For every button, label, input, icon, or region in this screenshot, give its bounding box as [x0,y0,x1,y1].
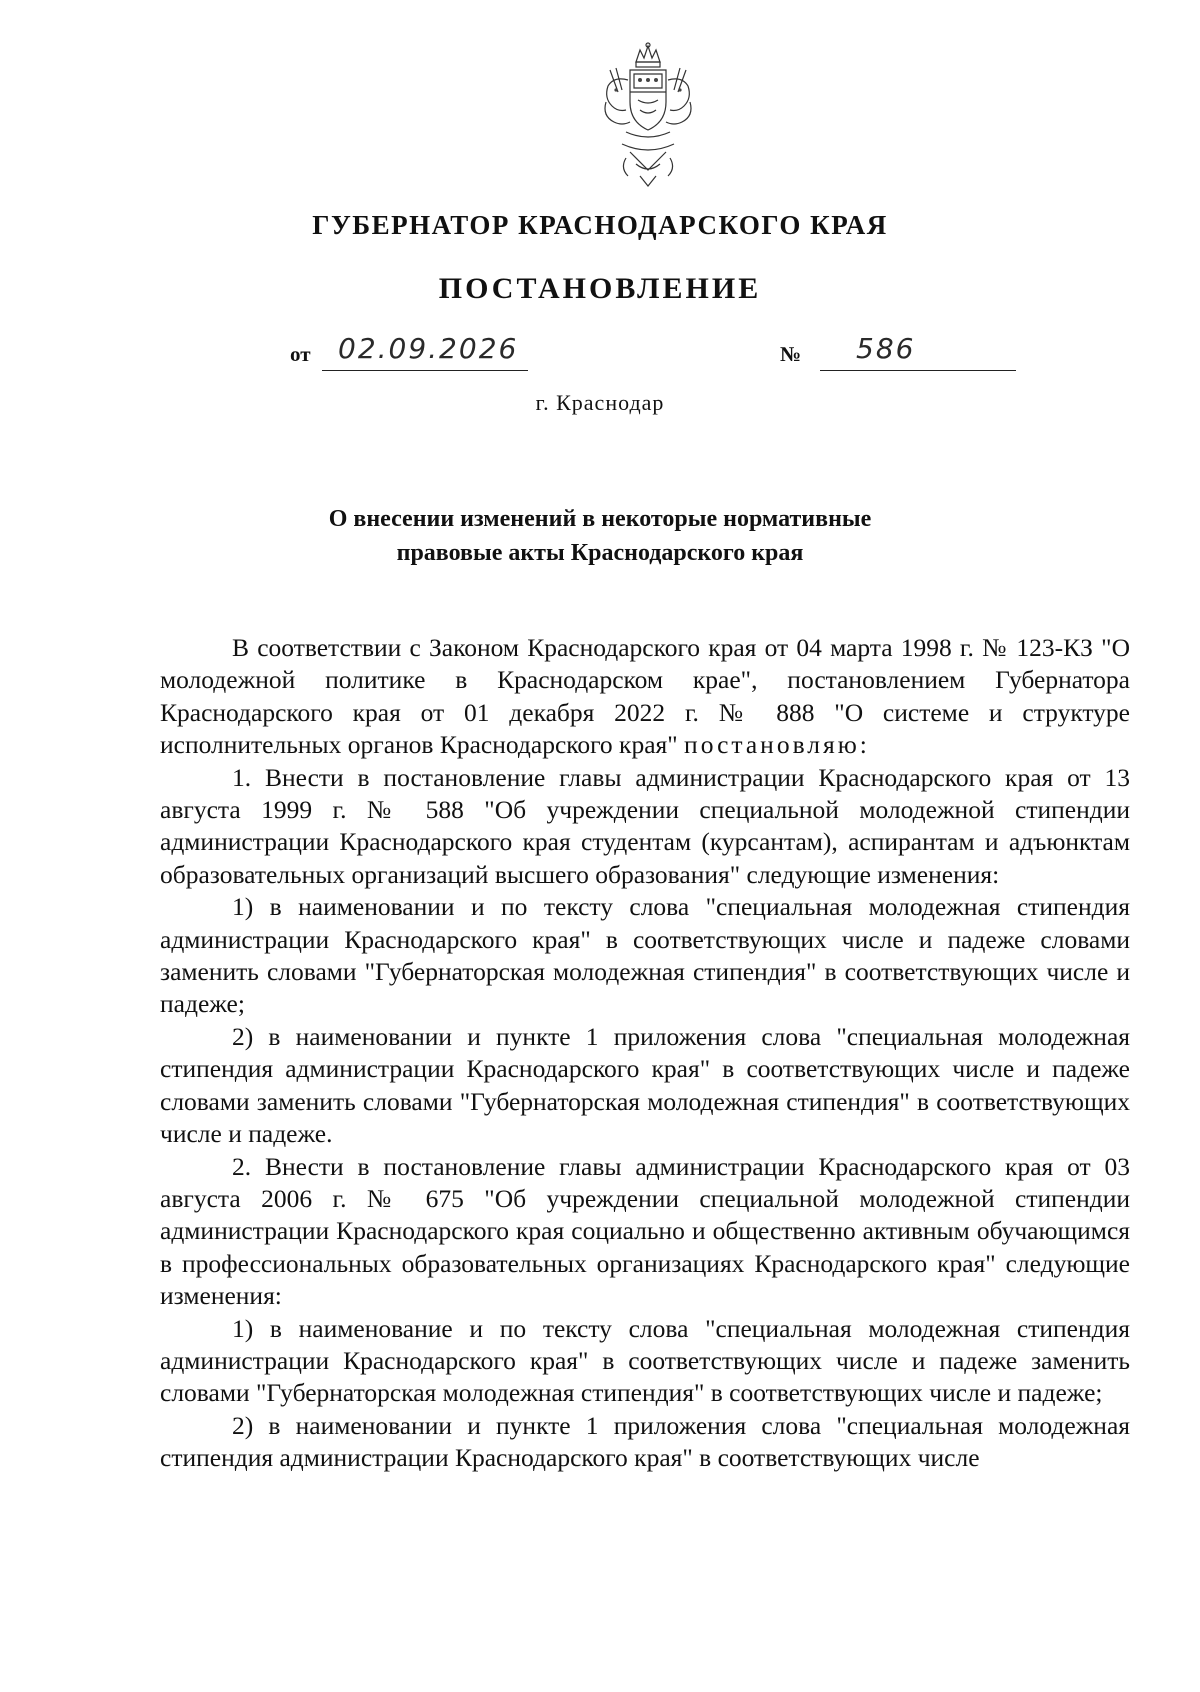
document-type: ПОСТАНОВЛЕНИЕ [438,272,762,305]
preamble-end: : [859,730,867,760]
title-line-2: правовые акты Краснодарского края [396,540,804,566]
preamble-paragraph [160,632,1130,762]
decree-word: постановляю [684,730,860,760]
issue-city: г. Краснодар [535,390,665,415]
date-value: 02.09.2026 [338,332,519,365]
coat-of-arms-icon [596,40,700,188]
clause-2-sub-1: 1) в наименование и по тексту слова "специальная молодежная стипендия администрации Краснодарского края" в соответствующих числе и падеже заменить словами "Губернаторская молодежная стипендия" в соответствующих числе и падеже; [160,1313,1130,1408]
clause-1-sub-2: 2) в наименовании и пункте 1 приложения слова "специальная молодежная стипендия администрации Краснодарского края" в соответствующих числе и падеже словами заменить словами "Губернаторская молодежная стипендия" в соответствующих числе и падеже. [160,1021,1130,1149]
issuing-authority: ГУБЕРНАТОР КРАСНОДАРСКОГО КРАЯ [312,210,888,240]
document-body [160,632,1130,1475]
title-line-1: О внесении изменений в некоторые нормативные [328,506,872,532]
document-title [0,502,1200,570]
date-underline [322,370,528,371]
preamble-text: В соответствии с Законом Краснодарского края от 04 марта 1998 г. № 123-КЗ "О молодежной политике в Краснодарском крае", постановлением Губернатора Краснодарского края от 01 декабря 2022 г. № 888 "О системе и структуре исполнительных органов Краснодарского края" [160,633,1130,760]
clause-2: 2. Внести в постановление главы администрации Краснодарского края от 03 августа 2006 г. № 675 "Об учреждении специальной молодежной стипендии администрации Краснодарского края социально и общественно активным обучающимся в профессиональных образовательных организациях Краснодарского края" следующие изменения: [160,1151,1130,1311]
date-label: от [290,342,311,366]
clause-1: 1. Внести в постановление главы администрации Краснодарского края от 13 августа 1999 г. № 588 "Об учреждении специальной молодежной стипендии администрации Краснодарского края студентам (курсантам), аспирантам и адъюнктам образовательных организаций высшего образования" следующие изменения: [160,762,1130,889]
number-label: № [780,342,802,366]
clause-1-sub-1: 1) в наименовании и по тексту слова "специальная молодежная стипендия администрации Краснодарского края" в соответствующих числе и падеже словами заменить словами "Губернаторская молодежная стипендия" в соответствующих числе и падеже; [160,892,1130,1019]
number-value: 586 [856,332,916,365]
number-underline [820,370,1016,371]
clause-2-sub-2: 2) в наименовании и пункте 1 приложения слова "специальная молодежная стипендия администрации Краснодарского края" в соответствующих числе [160,1410,1130,1473]
